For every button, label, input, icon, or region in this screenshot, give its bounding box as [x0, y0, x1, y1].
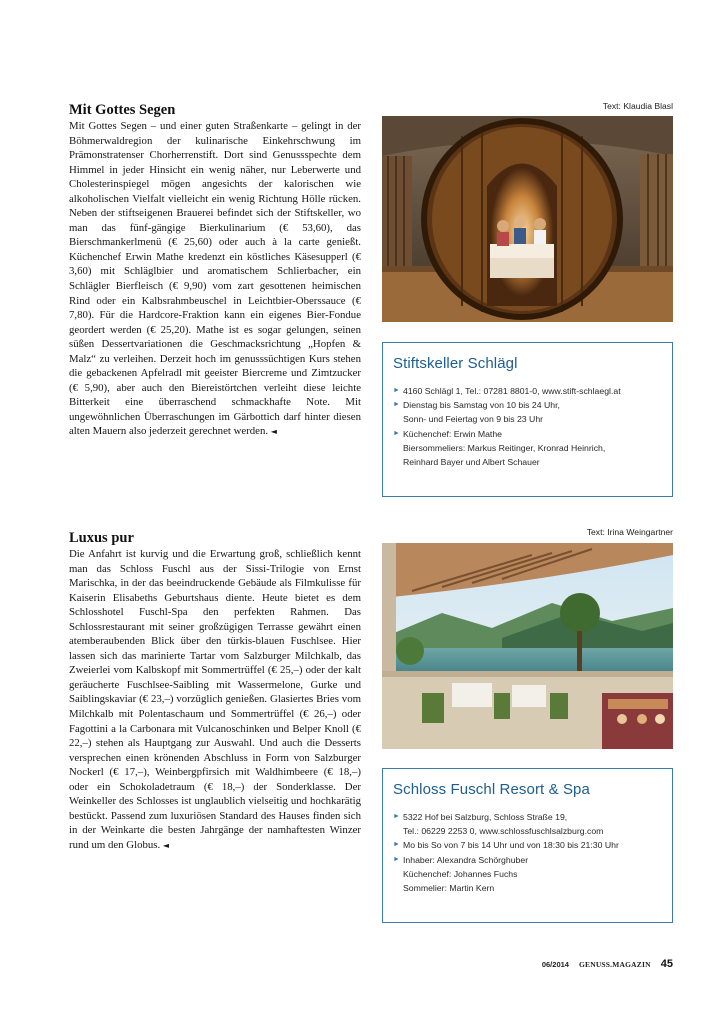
lake-terrace-illustration: [382, 543, 673, 749]
infobox-line: Biersommeliers: Markus Reitinger, Kronrad Heinrich,: [403, 442, 606, 453]
bullet-arrow-icon: ►: [393, 429, 400, 437]
article-title: Mit Gottes Segen: [69, 102, 176, 118]
infobox-line: Reinhard Bayer und Albert Schauer: [403, 457, 540, 468]
infobox-item-staff: [393, 853, 658, 896]
article-body-text: Mit Gottes Segen – und einer guten Straßenkarte – gelingt in der Böhmerwaldregion der kulinarische Einkehrschwung im Prämonstratenser Chorherrenstift. Dort sind Genussspechte dem Himmel in jeder Hinsicht ein wenig näher, nur Leberwerte und Cholesterinspiegel mögen angesichts der kalorischen wie alkoholischen Vielfalt vielleicht ein wenig Richtung Hölle rücken. Neben der stiftseigenen Brauerei befindet sich der Stiftskeller, wo man das fünf-gängige Bierkulinarium (€ 53,60), das Bierschmankerlmenü (€ 25,60) oder auch à la carte genießt. Küchenchef Erwin Mathe kredenzt ein köstliches Käsesupperl (€ 3,60) mit Schläglbier und aromatischem Schlierbacher, ein Schlägler Bierfleisch (€ 9,90) vom zart gesottenen heimischen Rind oder ein Kalbsrahmbeuschel in Leichtbier-Oberssauce (€ 7,80). Für die Hardcore-Fraktion kann ein eigenes Bier-Fondue geordert werden (€ 25,20). Mathe ist es sogar gelungen, seinen süßen Dessertvariationen die Geschmacksrichtung „Hopfen & Malz“ zu verleihen. Derzeit hoch im genusssüchtigen Kurs stehen die gebackenen Apfelradl mit geeister Biercreme und Zimtzucker (€ 5,90), aber auch den Biereistörtchen verleiht diese leichte Bitterkeit eine überraschend schmackhafte Note. Mit ungewöhnlichen Überraschungen im Gärbottich darf hinter diesen alten Mauern also jederzeit gerechnet werden.: [69, 120, 361, 438]
infobox-item-address: [393, 384, 658, 398]
photo-barrel-room: [382, 116, 673, 322]
infobox-line: Tel.: 06229 2253 0, www.schlossfuschlsalzburg.com: [403, 826, 604, 837]
infobox-list: [393, 384, 658, 469]
infobox-line: Küchenchef: Johannes Fuchs: [403, 868, 518, 879]
bullet-arrow-icon: ►: [393, 813, 400, 820]
article-body-text: Die Anfahrt ist kurvig und die Erwartung groß, schließlich kennt man das Schloss Fuschl aus der Sissi-Trilogie von Ernst Marischka, in der das beeindruckende Gebäude als Filmkulisse für Kaiserin Elisabeths Geburtshaus diente. Heute bietet es dem Schlosshotel Fuschl-Spa den perfekten Rahmen. Das Schlossrestaurant mit seiner großzügigen Terrasse gewährt einen atemberaubenden Blick über den türkis-blauen Fuschlsee. Hier lassen sich das marinierte Tartar vom Salzburger Milchkalb, das Zweierlei vom Kalbskopf mit Sommertrüffel (€ 25,–) oder der kalt geräucherte Fuschlsee-Saibling mit Wassermelone, Gurke und Saiblingskaviar (€ 23,–) vorzüglich genießen. Glasiertes Bries vom Milchkalb mit Polentaschaum und Sommertrüffel (€ 26,–) oder Fagottini a la Carbonara mit Vulcanoschinken und Belper Knoll (€ 22,–) stehen als Hauptgang zur Auswahl. Und auch die Desserts versprechen einen krönenden Abschluss in Form von Salzburger Nockerl (€ 17,–), Weinbergpfirsich mit Waldhimbeere (€ 18,–) oder ein Schokoladetraum (€ 18,–) der Sonderklasse. Der Weinkeller des Schlosses ist unglaublich vielseitig und hochkarätig bestückt. Passend zum luxuriösen Standard des Hauses finden sich in der Weinkarte die besten Jahrgänge der namhaftesten Winzer rund um den Globus.: [69, 548, 361, 851]
infobox-line: Dienstag bis Samstag von 10 bis 24 Uhr,: [403, 400, 560, 411]
infobox-title: Stiftskeller Schlägl: [393, 355, 518, 372]
infobox-line: Mo bis So von 7 bis 14 Uhr und von 18:30 bis 21:30 Uhr: [403, 840, 619, 851]
article-body: [69, 547, 361, 853]
infobox-title: Schloss Fuschl Resort & Spa: [393, 781, 590, 798]
barrel-room-illustration: [382, 116, 673, 322]
infobox-item-staff: [393, 427, 658, 470]
magazine-name: GENUSS.MAGAZIN: [578, 960, 651, 969]
infobox-line: Küchenchef: Erwin Mathe: [403, 428, 502, 439]
infobox-line: Sonn- und Feiertag von 9 bis 23 Uhr: [403, 414, 544, 425]
author-credit: Text: Klaudia Blasl: [602, 101, 673, 111]
bullet-arrow-icon: ►: [393, 387, 400, 394]
infobox-item-hours: [393, 398, 658, 426]
infobox-item-hours: [393, 838, 658, 852]
infobox-list: [393, 810, 658, 895]
infobox-stiftskeller: [382, 342, 673, 497]
page-number: 45: [660, 958, 673, 970]
end-mark-icon: ◄: [270, 427, 277, 437]
infobox-item-address: [393, 810, 658, 838]
end-mark-icon: ◄: [162, 840, 170, 850]
infobox-line: 5322 Hof bei Salzburg, Schloss Straße 19,: [403, 812, 568, 822]
article-stiftskeller: [69, 102, 361, 440]
article-body: [69, 119, 361, 440]
issue-number: 06/2014: [541, 960, 569, 969]
bullet-arrow-icon: ►: [393, 855, 400, 863]
infobox-line: Inhaber: Alexandra Schörghuber: [403, 854, 529, 865]
page-footer: [542, 958, 673, 970]
article-schloss-fuschl: [69, 530, 361, 853]
author-credit: Text: Irina Weingartner: [586, 527, 673, 537]
infobox-schloss-fuschl: [382, 768, 673, 923]
photo-lake-terrace: [382, 543, 673, 749]
infobox-line: 4160 Schlägl 1, Tel.: 07281 8801-0, www.stift-schlaegl.at: [403, 386, 621, 396]
bullet-arrow-icon: ►: [393, 841, 400, 849]
article-title: Luxus pur: [69, 530, 134, 546]
bullet-arrow-icon: ►: [393, 401, 400, 409]
infobox-line: Sommelier: Martin Kern: [403, 883, 495, 894]
